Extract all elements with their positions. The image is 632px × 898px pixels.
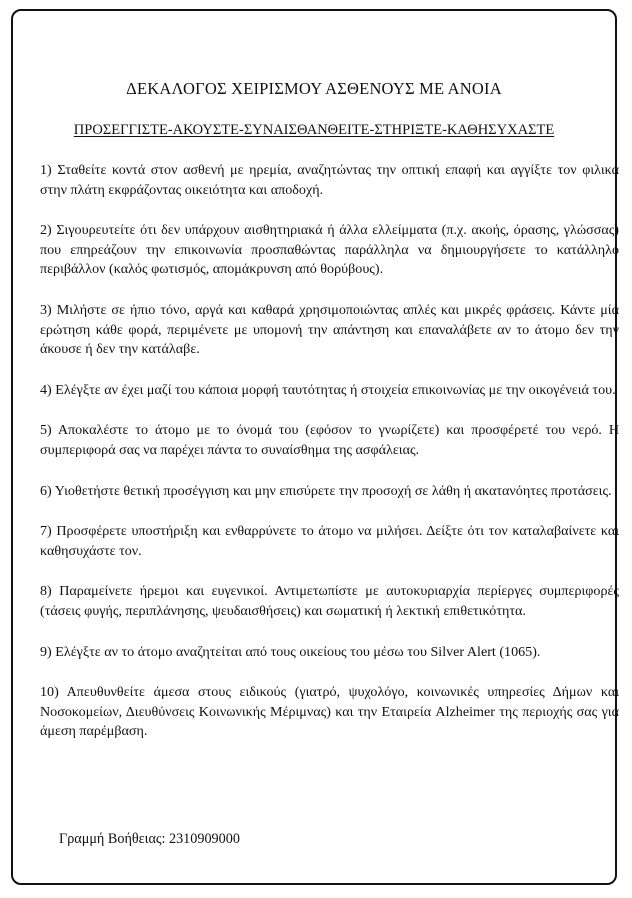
document-subtitle: ΠΡΟΣΕΓΓΙΣΤΕ-ΑΚΟΥΣΤΕ-ΣΥΝΑΙΣΘΑΝΘΕΙΤΕ-ΣΤΗΡΙΞΤΕ-ΚΑΘΗΣΥΧΑΣΤΕ xyxy=(73,122,555,138)
guideline-item-5: 5) Αποκαλέστε το άτομο με το όνομά του (εφόσον το γνωρίζετε) και προσφέρετέ του νερό. Η συμπεριφορά σας να παρέχει πάντα το συναίσθημα της ασφάλειας. xyxy=(40,422,619,458)
guideline-list xyxy=(40,161,619,763)
guideline-item-1: 1) Σταθείτε κοντά στον ασθενή με ηρεμία, αναζητώντας την οπτική επαφή και αγγίξτε τον φιλικά στην πλάτη εκφράζοντας οικειότητα και αποδοχή. xyxy=(40,162,619,198)
helpline-text: Γραμμή Βοήθειας: 2310909000 xyxy=(59,831,240,847)
guideline-item-8: 8) Παραμείνετε ήρεμοι και ευγενικοί. Αντιμετωπίστε με αυτοκυριαρχία περίεργες συμπεριφορές (τάσεις φυγής, περιπλάνησης, ψευδαισθήσεις) και σωματική ή λεκτική επιθετικότητα. xyxy=(40,583,619,619)
guideline-item-2: 2) Σιγουρευτείτε ότι δεν υπάρχουν αισθητηριακά ή άλλα ελλείμματα (π.χ. ακοής, όρασης, γλώσσας) που επηρεάζουν την επικοινωνία προσπαθώντας παράλληλα να δημιουργήσετε το κατάλληλο περιβάλλον (καλός φωτισμός, απομάκρυνση από θορύβους). xyxy=(40,222,619,278)
document-title: ΔΕΚΑΛΟΓΟΣ ΧΕΙΡΙΣΜΟΥ ΑΣΘΕΝΟΥΣ ΜΕ ΑΝΟΙΑ xyxy=(126,79,502,98)
guideline-item-3: 3) Μιλήστε σε ήπιο τόνο, αργά και καθαρά χρησιμοποιώντας απλές και μικρές φράσεις. Κάντε μία ερώτηση κάθε φορά, περιμένετε με υπομονή την απάντηση και επαναλάβετε αν το άτομο δεν την άκουσε ή δεν την κατάλαβε. xyxy=(40,301,619,358)
guideline-item-10: 10) Απευθυνθείτε άμεσα στους ειδικούς (γιατρό, ψυχολόγο, κοινωνικές υπηρεσίες Δήμων και Νοσοκομείων, Διευθύνσεις Κοινωνικής Μέριμνας) και την Εταιρεία Alzheimer της περιοχής σας για άμεση παρέμβαση. xyxy=(40,684,619,740)
document-frame xyxy=(11,9,617,885)
guideline-item-7: 7) Προσφέρετε υποστήριξη και ενθαρρύνετε το άτομο να μιλήσει. Δείξτε ότι τον καταλαβαίνετε και καθησυχάστε τον. xyxy=(40,523,619,559)
guideline-item-9: 9) Ελέγξτε αν το άτομο αναζητείται από τους οικείους του μέσω του Silver Alert (1065). xyxy=(40,643,541,660)
guideline-item-4: 4) Ελέγξτε αν έχει μαζί του κάποια μορφή ταυτότητας ή στοιχεία επικοινωνίας με την οικογένειά του. xyxy=(40,381,616,398)
guideline-item-6: 6) Υιοθετήστε θετική προσέγγιση και μην επισύρετε την προσοχή σε λάθη ή ακατανόητες προτάσεις. xyxy=(40,482,612,499)
